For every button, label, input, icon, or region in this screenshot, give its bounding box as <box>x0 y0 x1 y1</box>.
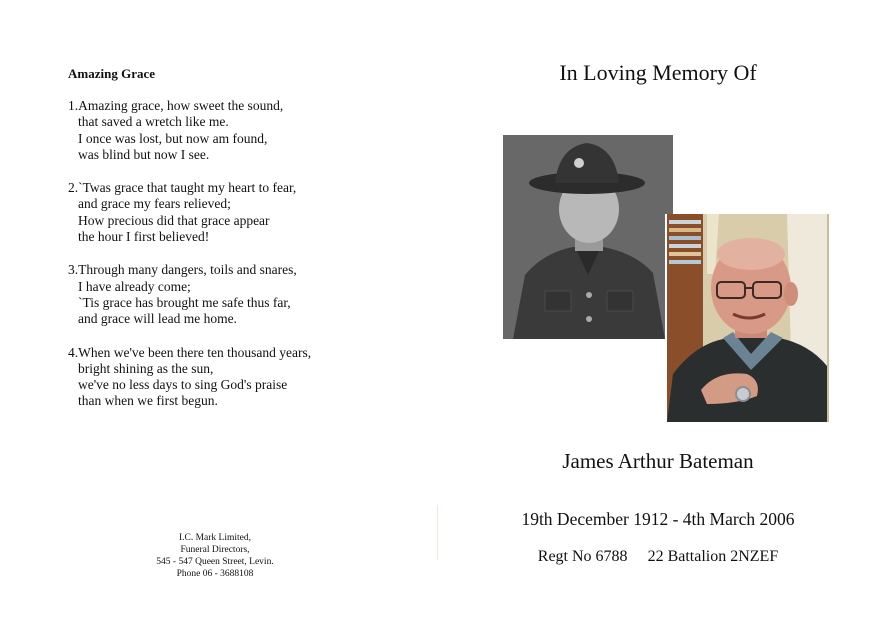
verse-line: bright shining as the sun, <box>78 360 214 376</box>
fold-line <box>437 505 438 560</box>
life-dates: 19th December 1912 - 4th March 2006 <box>521 509 795 529</box>
regt-number: Regt No 6788 <box>537 548 628 565</box>
verse-line: 2.`Twas grace that taught my heart to fear, <box>68 180 297 196</box>
elderly-portrait-illustration <box>667 214 827 422</box>
director-line: 545 - 547 Queen Street, Levin. <box>156 557 274 567</box>
verse-line: I once was lost, but now am found, <box>78 130 268 146</box>
director-line: Funeral Directors, <box>180 545 250 555</box>
verse-line: I have already come; <box>78 278 191 294</box>
verse-line: than when we first begun. <box>78 393 218 409</box>
hymn-title: Amazing Grace <box>68 66 156 81</box>
verse-line: 4.When we've been there ten thousand years, <box>68 344 312 360</box>
verse <box>68 345 398 410</box>
director-line: Phone 06 - 3688108 <box>176 569 254 579</box>
director-line: I.C. Mark Limited, <box>178 533 252 543</box>
verse <box>68 98 398 163</box>
deceased-name: James Arthur Bateman <box>562 449 754 473</box>
verse-line: 3.Through many dangers, toils and snares, <box>68 262 297 278</box>
soldier-portrait-illustration <box>503 135 673 339</box>
hymn-verses <box>68 98 398 427</box>
military-service-line <box>503 548 813 566</box>
verse-line: the hour I first believed! <box>78 229 210 245</box>
verse-line: 1.Amazing grace, how sweet the sound, <box>68 98 284 113</box>
verse-line: and grace my fears relieved; <box>78 196 231 212</box>
young-soldier-photo <box>503 135 673 339</box>
verse-line: How precious did that grace appear <box>78 212 270 228</box>
verse <box>68 262 398 327</box>
elderly-man-photo <box>665 214 829 422</box>
memorial-heading: In Loving Memory Of <box>559 60 757 85</box>
verse-line: that saved a wretch like me. <box>78 114 229 130</box>
verse-line: `Tis grace has brought me safe thus far, <box>78 294 291 310</box>
verse-line: we've no less days to sing God's praise <box>78 377 288 393</box>
verse-line: was blind but now I see. <box>78 146 210 162</box>
verse <box>68 180 398 245</box>
funeral-director-info <box>110 532 320 580</box>
verse-line: and grace will lead me home. <box>78 311 237 327</box>
battalion: 22 Battalion 2NZEF <box>647 548 779 565</box>
